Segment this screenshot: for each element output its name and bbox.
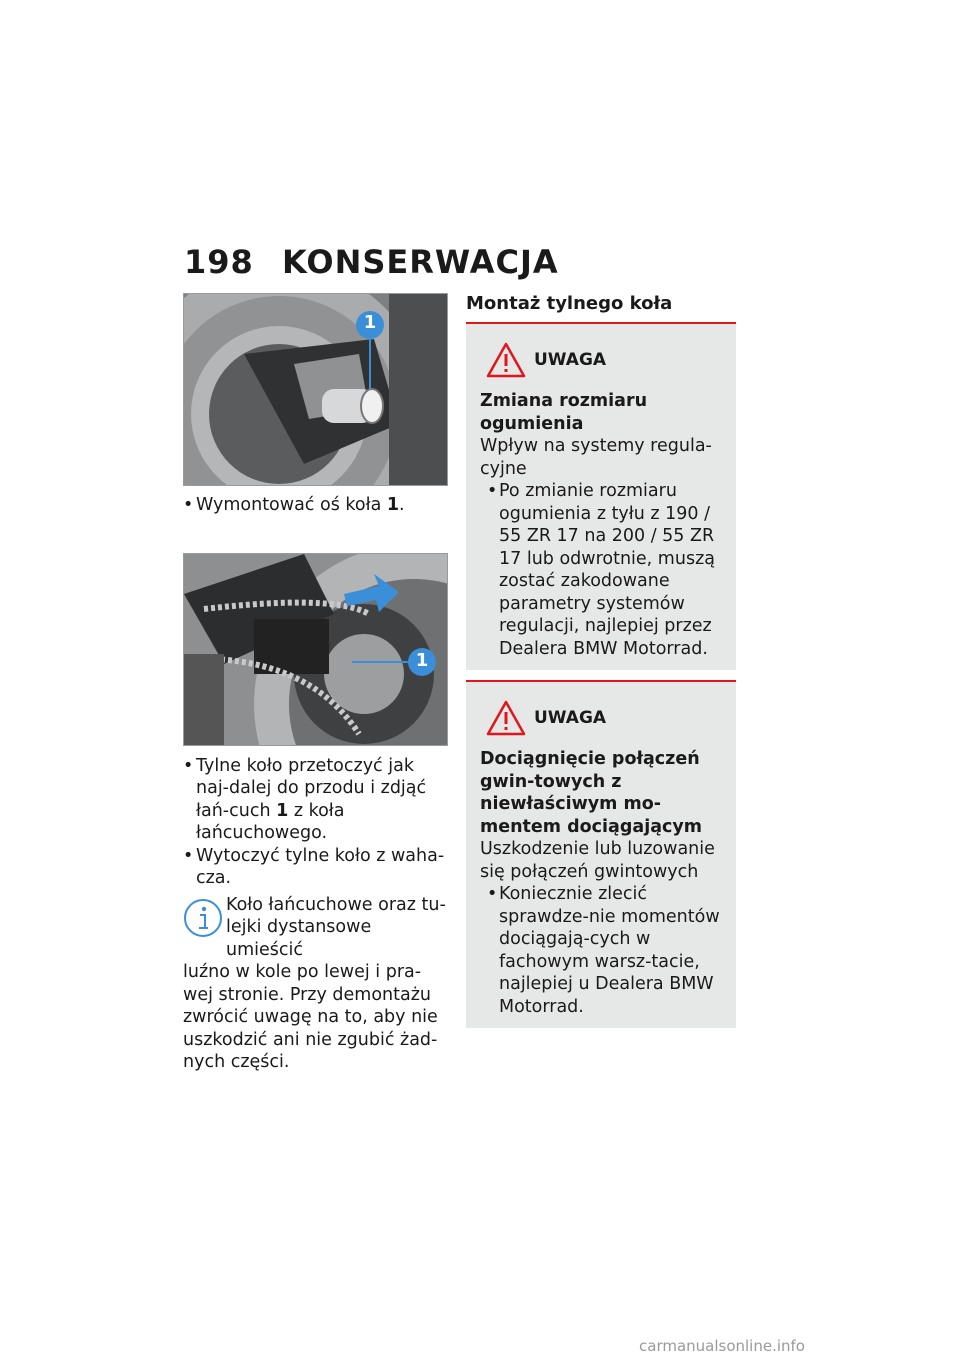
notice-title: Dociągnięcie połączeń gwin-towych z niewłaściwym mo-mentem dociągającym bbox=[480, 749, 703, 837]
watermark[interactable]: carmanualsonline.info bbox=[639, 1337, 805, 1355]
notice-tire-size bbox=[466, 322, 736, 670]
callout-1: 1 bbox=[363, 312, 377, 333]
notice-title: Zmiana rozmiaru ogumienia bbox=[480, 391, 648, 434]
left-column bbox=[183, 293, 448, 1074]
page-header bbox=[184, 243, 559, 281]
info-icon bbox=[183, 898, 223, 938]
axle-illustration bbox=[184, 294, 448, 486]
step-remove-chain: • Tylne koło przetoczyć jak naj-dalej do przodu i zdjąć łań-cuch 1 z koła łańcuchowego. bbox=[183, 755, 448, 845]
section-title: Montaż tylnego koła bbox=[466, 293, 673, 314]
notice-label: UWAGA bbox=[534, 708, 607, 728]
chain-illustration bbox=[184, 554, 448, 746]
chain-photo bbox=[183, 553, 448, 746]
notice-torque bbox=[466, 680, 736, 1028]
axle-photo bbox=[183, 293, 448, 486]
right-column bbox=[466, 293, 736, 1028]
info-note bbox=[183, 894, 448, 1074]
warning-icon bbox=[486, 700, 526, 736]
chapter-title: KONSERWACJA bbox=[282, 243, 559, 281]
callout-1b: 1 bbox=[415, 649, 429, 671]
warning-icon bbox=[486, 342, 526, 378]
page-number: 198 bbox=[184, 243, 254, 281]
notice-text: Wpływ na systemy regula-cyjne bbox=[480, 436, 712, 479]
notice-text: Uszkodzenie lub luzowanie się połączeń gwintowych bbox=[480, 839, 715, 882]
notice-label: UWAGA bbox=[534, 350, 607, 370]
notice-bullet: • Koniecznie zlecić sprawdze-nie momentów dociągają-cych w fachowym warsz-tacie, najlepiej u Dealera BMW Motorrad. bbox=[480, 883, 726, 1018]
info-line-1: Koło łańcuchowe oraz tu- bbox=[226, 894, 446, 915]
step-roll-wheel: • Wytoczyć tylne koło z waha-cza. bbox=[183, 845, 448, 890]
info-line-2: lejki dystansowe umieścić bbox=[226, 917, 372, 960]
info-text: luźno w kole po lewej i pra-wej stronie. Przy demontażu zwrócić uwagę na to, aby nie uszkodzić ani nie zgubić żad-nych części. bbox=[183, 962, 438, 1072]
notice-bullet: • Po zmianie rozmiaru ogumienia z tyłu z 190 / 55 ZR 17 na 200 / 55 ZR 17 lub odwrotnie, muszą zostać zakodowane parametry systemów regulacji, najlepiej przez Dealera BMW Motorrad. bbox=[480, 480, 726, 660]
step-remove-axle: • Wymontować oś koła 1. bbox=[183, 494, 448, 517]
